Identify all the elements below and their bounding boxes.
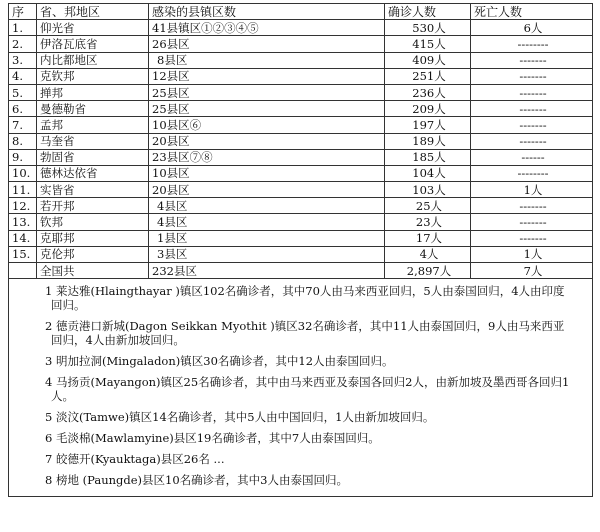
table-row [9, 52, 593, 68]
table-row [9, 165, 593, 181]
row-confirmed: 209人 [385, 101, 471, 117]
row-districts: 20县区 [149, 133, 385, 149]
row-deaths: ------- [471, 214, 593, 230]
row-deaths: 6人 [471, 20, 593, 36]
total-confirmed: 2,897人 [385, 263, 471, 279]
row-districts: 20县区 [149, 182, 385, 198]
row-no: 14. [9, 230, 37, 246]
row-districts: 10县区 [149, 165, 385, 181]
row-no: 1. [9, 20, 37, 36]
table-header-row [9, 4, 593, 20]
row-districts: 26县区 [149, 36, 385, 52]
row-region: 克伦邦 [37, 246, 149, 262]
row-confirmed: 103人 [385, 182, 471, 198]
row-region: 仰光省 [37, 20, 149, 36]
total-deaths: 7人 [471, 263, 593, 279]
row-no: 8. [9, 133, 37, 149]
row-deaths: ------- [471, 84, 593, 100]
header-no: 序 [9, 4, 37, 20]
total-districts: 232县区 [149, 263, 385, 279]
table-row [9, 20, 593, 36]
row-no: 10. [9, 165, 37, 181]
row-no: 15. [9, 246, 37, 262]
row-confirmed: 415人 [385, 36, 471, 52]
row-no: 2. [9, 36, 37, 52]
footnote-item: 8 榜地 (Paungde)县区10名确诊者，其中3人由泰国回归。 [45, 473, 348, 488]
row-districts: 4县区 [149, 214, 385, 230]
row-deaths: 1人 [471, 182, 593, 198]
table-row [9, 68, 593, 84]
table-row [9, 101, 593, 117]
row-districts: 12县区 [149, 68, 385, 84]
document [8, 3, 593, 497]
row-deaths: 1人 [471, 246, 593, 262]
footnote-item: 4 马扬贡(Mayangon)镇区25名确诊者，其中由马来西亚及泰国各回归2人，由新加坡及墨西哥各回归1人。 [45, 375, 570, 404]
row-districts: 23县区⑦⑧ [149, 149, 385, 165]
table-row [9, 133, 593, 149]
row-districts: 41县镇区①②③④⑤ [149, 20, 385, 36]
row-deaths: ------- [471, 198, 593, 214]
row-districts: 25县区 [149, 84, 385, 100]
row-confirmed: 197人 [385, 117, 471, 133]
row-confirmed: 409人 [385, 52, 471, 68]
footnote-item: 6 毛淡棉(Mawlamyine)县区19名确诊者，其中7人由泰国回归。 [45, 431, 380, 446]
table-row [9, 84, 593, 100]
row-deaths: ------- [471, 68, 593, 84]
row-deaths: -------- [471, 165, 593, 181]
row-region: 克耶邦 [37, 230, 149, 246]
row-region: 孟邦 [37, 117, 149, 133]
total-label: 全国共 [37, 263, 149, 279]
row-deaths: ------- [471, 230, 593, 246]
row-no: 11. [9, 182, 37, 198]
row-districts: 1县区 [149, 230, 385, 246]
row-no: 9. [9, 149, 37, 165]
table-row [9, 198, 593, 214]
row-region: 掸邦 [37, 84, 149, 100]
row-confirmed: 104人 [385, 165, 471, 181]
footnotes [8, 279, 593, 497]
row-no: 3. [9, 52, 37, 68]
table-row [9, 117, 593, 133]
case-table [8, 3, 593, 279]
table-row [9, 246, 593, 262]
row-region: 钦邦 [37, 214, 149, 230]
table-row [9, 182, 593, 198]
footnote-item: 5 淡汶(Tamwe)镇区14名确诊者，其中5人由中国回归，1人由新加坡回归。 [45, 410, 435, 425]
row-no: 13. [9, 214, 37, 230]
row-region: 德林达依省 [37, 165, 149, 181]
row-deaths: ------- [471, 101, 593, 117]
row-region: 实皆省 [37, 182, 149, 198]
row-districts: 4县区 [149, 198, 385, 214]
row-confirmed: 251人 [385, 68, 471, 84]
row-districts: 25县区 [149, 101, 385, 117]
header-deaths: 死亡人数 [471, 4, 593, 20]
table-row [9, 36, 593, 52]
row-region: 勃固省 [37, 149, 149, 165]
row-confirmed: 530人 [385, 20, 471, 36]
table-row [9, 230, 593, 246]
footnote-item: 2 德贡港口新城(Dagon Seikkan Myothit )镇区32名确诊者，其中11人由泰国回归，9人由马来西亚回归，4人由新加坡回归。 [45, 319, 565, 348]
row-confirmed: 189人 [385, 133, 471, 149]
row-districts: 3县区 [149, 246, 385, 262]
row-districts: 8县区 [149, 52, 385, 68]
header-region: 省、邦地区 [37, 4, 149, 20]
row-deaths: ------- [471, 133, 593, 149]
row-region: 马奎省 [37, 133, 149, 149]
header-districts: 感染的县镇区数 [149, 4, 385, 20]
row-no: 7. [9, 117, 37, 133]
row-region: 曼德勒省 [37, 101, 149, 117]
row-districts: 10县区⑥ [149, 117, 385, 133]
row-confirmed: 17人 [385, 230, 471, 246]
row-region: 内比都地区 [37, 52, 149, 68]
table-row [9, 214, 593, 230]
row-no: 5. [9, 84, 37, 100]
footnote-item: 7 皎德开(Kyauktaga)县区26名 ... [45, 452, 225, 467]
footnote-item: 1 莱达雅(Hlaingthayar )镇区102名确诊者，其中70人由马来西亚回归，5人由泰国回归，4人由印度回归。 [45, 284, 565, 313]
row-confirmed: 25人 [385, 198, 471, 214]
row-deaths: ------- [471, 52, 593, 68]
row-region: 克钦邦 [37, 68, 149, 84]
row-deaths: ------ [471, 149, 593, 165]
row-confirmed: 185人 [385, 149, 471, 165]
total-row [9, 263, 593, 279]
case-table-body [9, 4, 593, 279]
header-confirmed: 确诊人数 [385, 4, 471, 20]
row-region: 若开邦 [37, 198, 149, 214]
row-deaths: -------- [471, 36, 593, 52]
row-no: 12. [9, 198, 37, 214]
row-no: 6. [9, 101, 37, 117]
row-deaths: ------- [471, 117, 593, 133]
row-confirmed: 236人 [385, 84, 471, 100]
footnote-item: 3 明加拉洞(Mingaladon)镇区30名确诊者，其中12人由泰国回归。 [45, 354, 394, 369]
row-confirmed: 4人 [385, 246, 471, 262]
row-no: 4. [9, 68, 37, 84]
total-no [9, 263, 37, 279]
row-confirmed: 23人 [385, 214, 471, 230]
row-region: 伊洛瓦底省 [37, 36, 149, 52]
table-row [9, 149, 593, 165]
